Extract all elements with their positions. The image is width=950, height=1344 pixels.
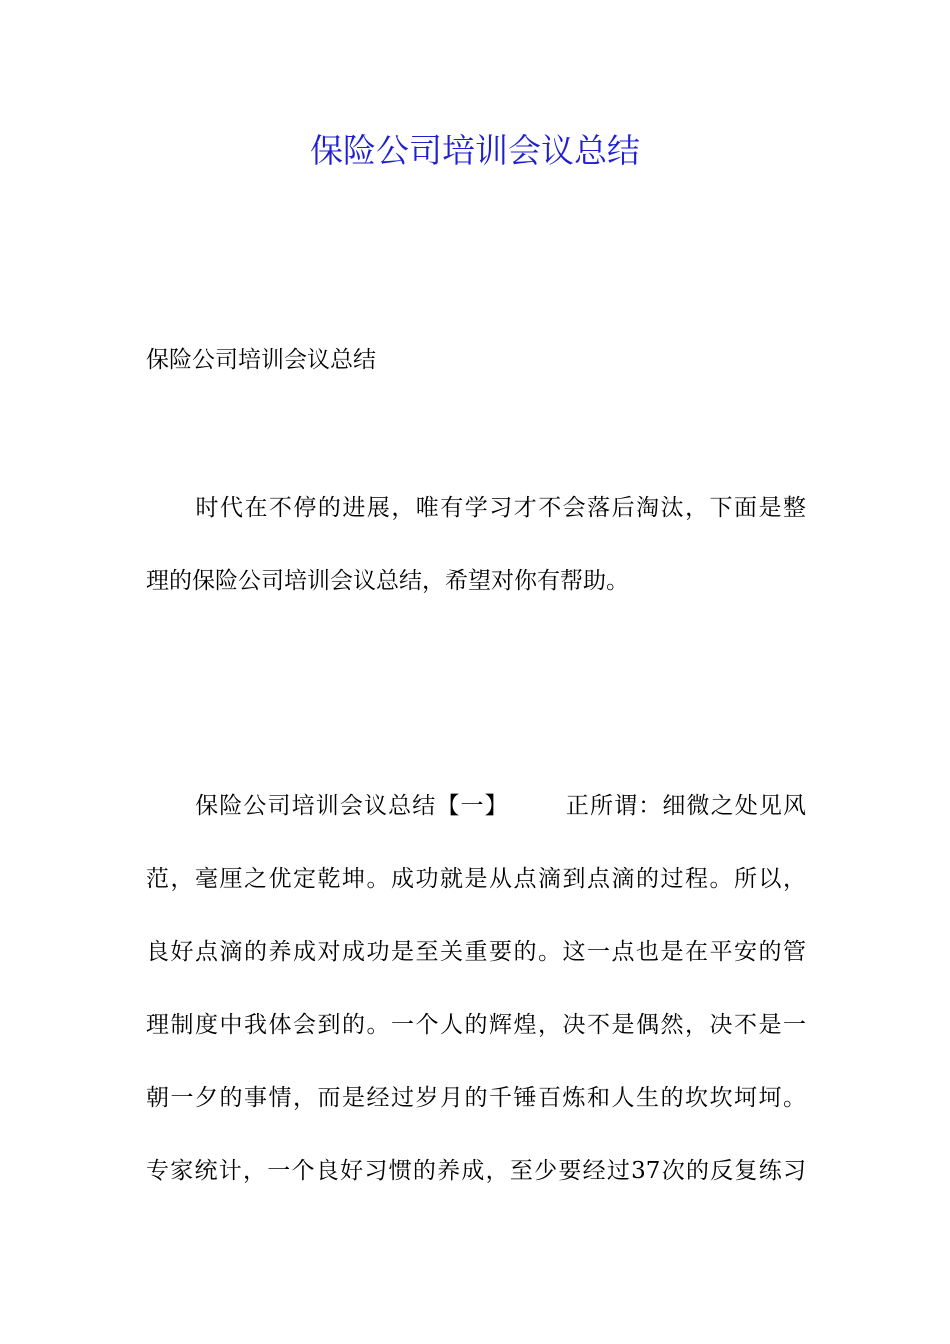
section-line-1-text: 正所谓：细微之处见风: [564, 793, 806, 819]
document-title: 保险公司培训会议总结: [310, 131, 640, 170]
intro-line-1-text: 时代在不停的进展，唯有学习才不会落后淘汰，下面是整: [194, 495, 806, 521]
section-line-3: 良好点滴的养成对成功是至关重要的。这一点也是在平安的管: [146, 939, 806, 965]
intro-line-2: 理的保险公司培训会议总结，希望对你有帮助。: [146, 568, 629, 594]
section-line-4: 理制度中我体会到的。一个人的辉煌，决不是偶然，决不是一: [146, 1012, 806, 1038]
section-line-2: 范，毫厘之优定乾坤。成功就是从点滴到点滴的过程。所以，: [146, 866, 806, 892]
document-subtitle: 保险公司培训会议总结: [146, 347, 376, 373]
section-paragraph: [146, 770, 806, 1208]
intro-line-1: [146, 472, 806, 545]
section-line-1: [146, 770, 806, 843]
section-heading: 保险公司培训会议总结【一】: [194, 793, 509, 819]
section-line-5: 朝一夕的事情，而是经过岁月的千锤百炼和人生的坎坎坷坷。: [146, 1085, 806, 1111]
section-line-6: 专家统计，一个良好习惯的养成，至少要经过37次的反复练习: [146, 1158, 806, 1184]
intro-paragraph: [146, 472, 806, 618]
